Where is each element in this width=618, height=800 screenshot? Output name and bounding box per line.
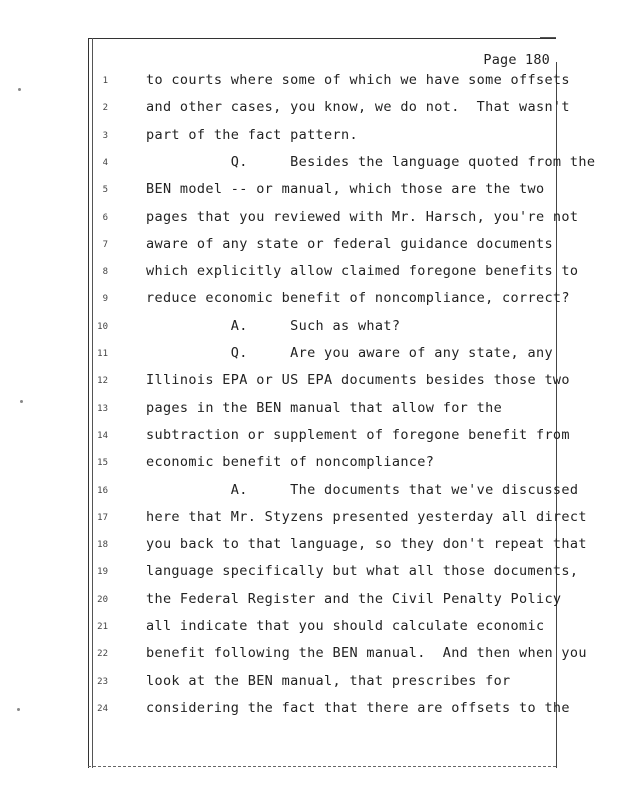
transcript-line — [0, 400, 618, 420]
line-text: Q. Besides the language quoted from the — [146, 153, 596, 170]
line-number: 9 — [102, 294, 108, 305]
transcript-line — [0, 509, 618, 529]
line-text: the Federal Register and the Civil Penalty Policy — [146, 590, 562, 607]
top-border — [88, 38, 556, 39]
line-number: 24 — [97, 703, 108, 714]
transcript-line — [0, 72, 618, 92]
transcript-line — [0, 99, 618, 119]
line-text: benefit following the BEN manual. And then when you — [146, 645, 587, 662]
transcript-line — [0, 318, 618, 338]
line-number: 7 — [102, 239, 108, 250]
line-number: 23 — [97, 676, 108, 687]
line-number: 8 — [102, 267, 108, 278]
line-text: subtraction or supplement of foregone benefit from — [146, 426, 570, 443]
bottom-border — [88, 766, 556, 767]
transcript-line — [0, 290, 618, 310]
line-text: considering the fact that there are offsets to the — [146, 699, 570, 716]
line-number: 2 — [102, 103, 108, 114]
line-text: you back to that language, so they don't repeat that — [146, 536, 587, 553]
transcript-line — [0, 427, 618, 447]
transcript-line — [0, 263, 618, 283]
line-text: economic benefit of noncompliance? — [146, 454, 435, 471]
transcript-line — [0, 236, 618, 256]
scan-speck — [18, 88, 21, 91]
transcript-line — [0, 673, 618, 693]
line-number: 6 — [102, 212, 108, 223]
line-text: and other cases, you know, we do not. That wasn't — [146, 99, 570, 116]
transcript-line — [0, 372, 618, 392]
line-number: 10 — [97, 321, 108, 332]
line-text: here that Mr. Styzens presented yesterday all direct — [146, 508, 587, 525]
line-number: 13 — [97, 403, 108, 414]
line-number: 19 — [97, 567, 108, 578]
line-text: pages that you reviewed with Mr. Harsch, you're not — [146, 208, 579, 225]
transcript-line — [0, 181, 618, 201]
line-number: 14 — [97, 430, 108, 441]
line-text: Q. Are you aware of any state, any — [146, 345, 553, 361]
line-number: 17 — [97, 512, 108, 523]
line-text: A. The documents that we've discussed — [146, 481, 579, 498]
transcript-line — [0, 209, 618, 229]
line-number: 5 — [102, 185, 108, 196]
transcript-line — [0, 618, 618, 638]
scan-speck — [17, 708, 20, 711]
top-corner-mark — [540, 37, 556, 38]
page-number: Page 180 — [483, 52, 550, 68]
transcript-line — [0, 645, 618, 665]
transcript-line — [0, 536, 618, 556]
line-text: aware of any state or federal guidance documents — [146, 235, 553, 252]
transcript-line — [0, 454, 618, 474]
line-text: Illinois EPA or US EPA documents besides those two — [146, 372, 570, 389]
line-number: 1 — [102, 76, 108, 86]
transcript-line — [0, 563, 618, 583]
line-text: pages in the BEN manual that allow for the — [146, 399, 503, 416]
line-number: 18 — [97, 540, 108, 551]
line-number: 4 — [102, 157, 108, 168]
transcript-line — [0, 700, 618, 720]
line-text: all indicate that you should calculate economic — [146, 618, 545, 634]
line-number: 22 — [97, 649, 108, 660]
line-number: 20 — [97, 594, 108, 605]
line-number: 15 — [97, 458, 108, 469]
line-number: 12 — [97, 376, 108, 387]
line-text: which explicitly allow claimed foregone benefits to — [146, 263, 579, 280]
line-number: 3 — [102, 130, 108, 141]
line-text: to courts where some of which we have some offsets — [146, 72, 570, 88]
transcript-line — [0, 127, 618, 147]
line-text: BEN model -- or manual, which those are the two — [146, 181, 545, 198]
transcript-line — [0, 154, 618, 174]
line-number: 11 — [97, 349, 108, 359]
line-text: A. Such as what? — [146, 317, 401, 334]
transcript-line — [0, 482, 618, 502]
line-text: reduce economic benefit of noncompliance, correct? — [146, 290, 570, 307]
transcript-line — [0, 345, 618, 365]
scan-speck — [20, 400, 23, 403]
line-text: look at the BEN manual, that prescribes for — [146, 672, 511, 689]
line-text: part of the fact pattern. — [146, 126, 358, 143]
transcript-line — [0, 591, 618, 611]
line-text: language specifically but what all those documents, — [146, 563, 579, 580]
line-number: 16 — [97, 485, 108, 496]
line-number: 21 — [97, 622, 108, 632]
